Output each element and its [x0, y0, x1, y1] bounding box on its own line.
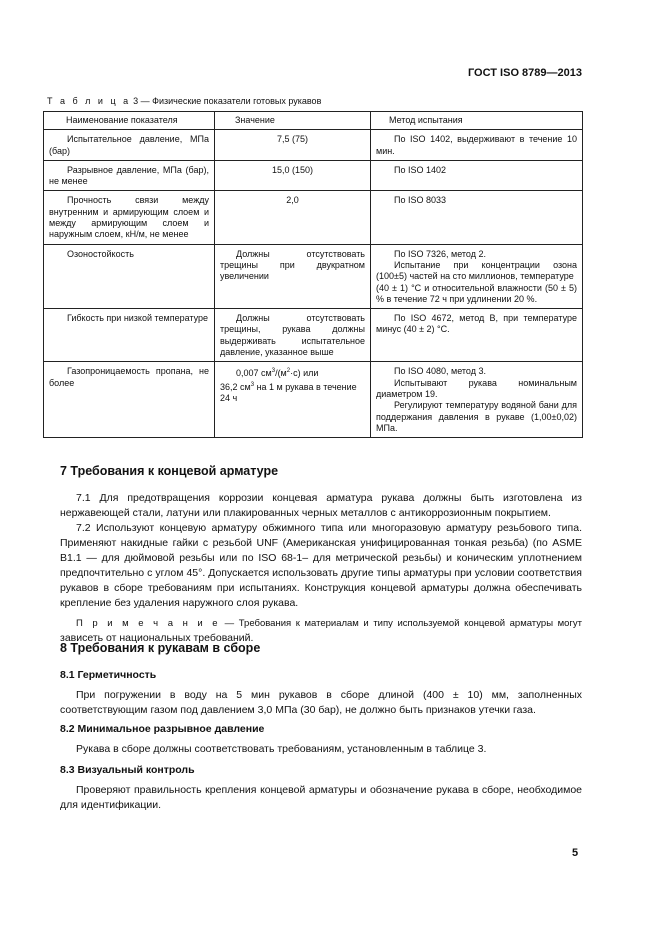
cell-name: Прочность связи между внутренним и армирующим слоем и между армирующим слоем и наружным слоем, кН/м, не менее [44, 191, 215, 244]
paragraph-8-2: Рукава в сборе должны соответствовать требованиям, установленным в таблице 3. [76, 743, 487, 755]
table-row [44, 244, 583, 308]
method-line: Регулируют температуру водяной бани для поддержания давления в рукаве (1,00±0,02) МПа. [376, 400, 577, 433]
subsection-8-1-title: 8.1 Герметичность [60, 669, 157, 681]
paragraph-8-3: Проверяют правильность крепления концевой арматуры и обозначение рукава в сборе, необходимое для идентификации. [60, 784, 582, 811]
method-line: (40 ± 1) °С и относительной влажности (50 ± 5) % в течение 72 ч при удлинении 20 %. [376, 282, 577, 304]
subsection-8-2-body [60, 742, 582, 757]
physical-properties-table [43, 111, 583, 438]
method-line: По ISO 7326, метод 2. [394, 248, 486, 259]
method-line: Испытание при концентрации озона (100±5) частей на сто миллионов, температуре [376, 259, 577, 282]
value-text: 0,007 см [236, 368, 272, 379]
note-text-tail: зави [60, 632, 83, 644]
table-caption-text: 3 — Физические показатели готовых рукавов [130, 96, 322, 106]
subsection-8-2-title: 8.2 Минимальное разрывное давление [60, 723, 265, 735]
note-label: П р и м е ч а н и е [76, 618, 221, 629]
paragraph-7-1: 7.1 Для предотвращения коррозии концевая арматура рукава должны быть изготовлена из нержавеющей стали, латуни или плакированных черных металлов с антикоррозионным покрытием. [60, 492, 582, 519]
method-line: По ISO 4672, метод B, при температуре минус (40 ± 2) °С. [376, 313, 577, 335]
table-row [44, 160, 583, 191]
cell-name: Газопроницаемость пропана, не более [44, 362, 215, 438]
document-id: ГОСТ ISO 8789—2013 [467, 67, 582, 79]
table-row [44, 362, 583, 438]
cell-name: Испытательное давление, МПа (бар) [44, 130, 215, 161]
column-header-value: Значение [215, 112, 371, 130]
cell-method [371, 362, 583, 438]
note-text: — Требования к материалам и типу используемой концевой арматуры могут [220, 618, 582, 629]
column-header-method: Метод испытания [371, 112, 583, 130]
table-caption [47, 96, 321, 106]
value-superscript: 2 [286, 368, 291, 375]
cell-value: 7,5 (75) [215, 130, 371, 161]
value-line [236, 366, 365, 379]
note-text-tail: сеть от национальных требований. [82, 632, 254, 644]
cell-value: Должны отсутствовать трещины при двукратном увеличении [215, 244, 371, 308]
cell-method [371, 309, 583, 362]
method-line: По ISO 1402 [394, 164, 447, 175]
cell-method [371, 191, 583, 244]
cell-method [371, 244, 583, 308]
value-text: ·с) или [290, 368, 319, 379]
cell-value [215, 362, 371, 438]
column-header-name: Наименование показателя [44, 112, 215, 130]
section-7-body [60, 491, 582, 646]
paragraph-7-2: 7.2 Используют концевую арматуру обжимного типа или многоразовую арматуру резьбового типа. Применяют накидные гайки с резьбой UNF (Американская унифицированная тонкая резьба) (по ASME B1.1 — для дюймовой резьбы или по ISO 68-1– для метрической резьбы) и коническим уплотнением предпочтительно с углом 45°. Допускается использовать другие типы арматуры при условии соответствия рукавов в сборе требованиям при испытаниях. Конструкция концевой арматуры должна обеспечивать крепление без удаления наружного слоя рукава. [60, 522, 582, 609]
table-header-row [44, 112, 583, 130]
cell-name: Разрывное давление, МПа (бар), не менее [44, 160, 215, 191]
value-superscript: 3 [271, 368, 276, 375]
table-caption-prefix: Т а б л и ц а [47, 96, 131, 106]
subsection-8-3-title: 8.3 Визуальный контроль [60, 764, 195, 776]
section-7-title: 7 Требования к концевой арматуре [60, 464, 279, 478]
cell-name: Гибкость при низкой температуре [44, 309, 215, 362]
cell-value: Должны отсутствовать трещины, рукава должны выдерживать испытательное давление, указанное выше [215, 309, 371, 362]
section-8-title: 8 Требования к рукавам в сборе [60, 641, 261, 655]
paragraph-8-1: При погружении в воду на 5 мин рукавов в сборе длиной (400 ± 10) мм, заполненных соответствующим газом под давлением 3,0 МПа (30 бар), не должно быть признаков утечки газа. [60, 689, 582, 716]
method-line: По ISO 4080, метод 3. [394, 366, 486, 377]
value-text: на 1 м рукава в течение 24 ч [220, 381, 357, 403]
cell-method [371, 160, 583, 191]
subsection-8-3-body [60, 783, 582, 813]
table-row [44, 191, 583, 244]
table-row [44, 309, 583, 362]
cell-method [371, 130, 583, 161]
cell-name: Озоностойкость [44, 244, 215, 308]
cell-value: 2,0 [215, 191, 371, 244]
value-text: 36,2 см [220, 381, 251, 392]
method-line: По ISO 8033 [394, 195, 447, 206]
table-row [44, 130, 583, 161]
value-superscript: 3 [250, 381, 255, 388]
method-line: По ISO 1402, выдерживают в течение 10 мин. [376, 134, 577, 156]
page-number: 5 [572, 847, 579, 859]
value-text: /(м [275, 368, 287, 379]
method-line: Испытывают рукава номинальным диаметром 19. [376, 377, 577, 399]
cell-value: 15,0 (150) [215, 160, 371, 191]
value-line [220, 380, 365, 405]
subsection-8-1-body [60, 688, 582, 718]
